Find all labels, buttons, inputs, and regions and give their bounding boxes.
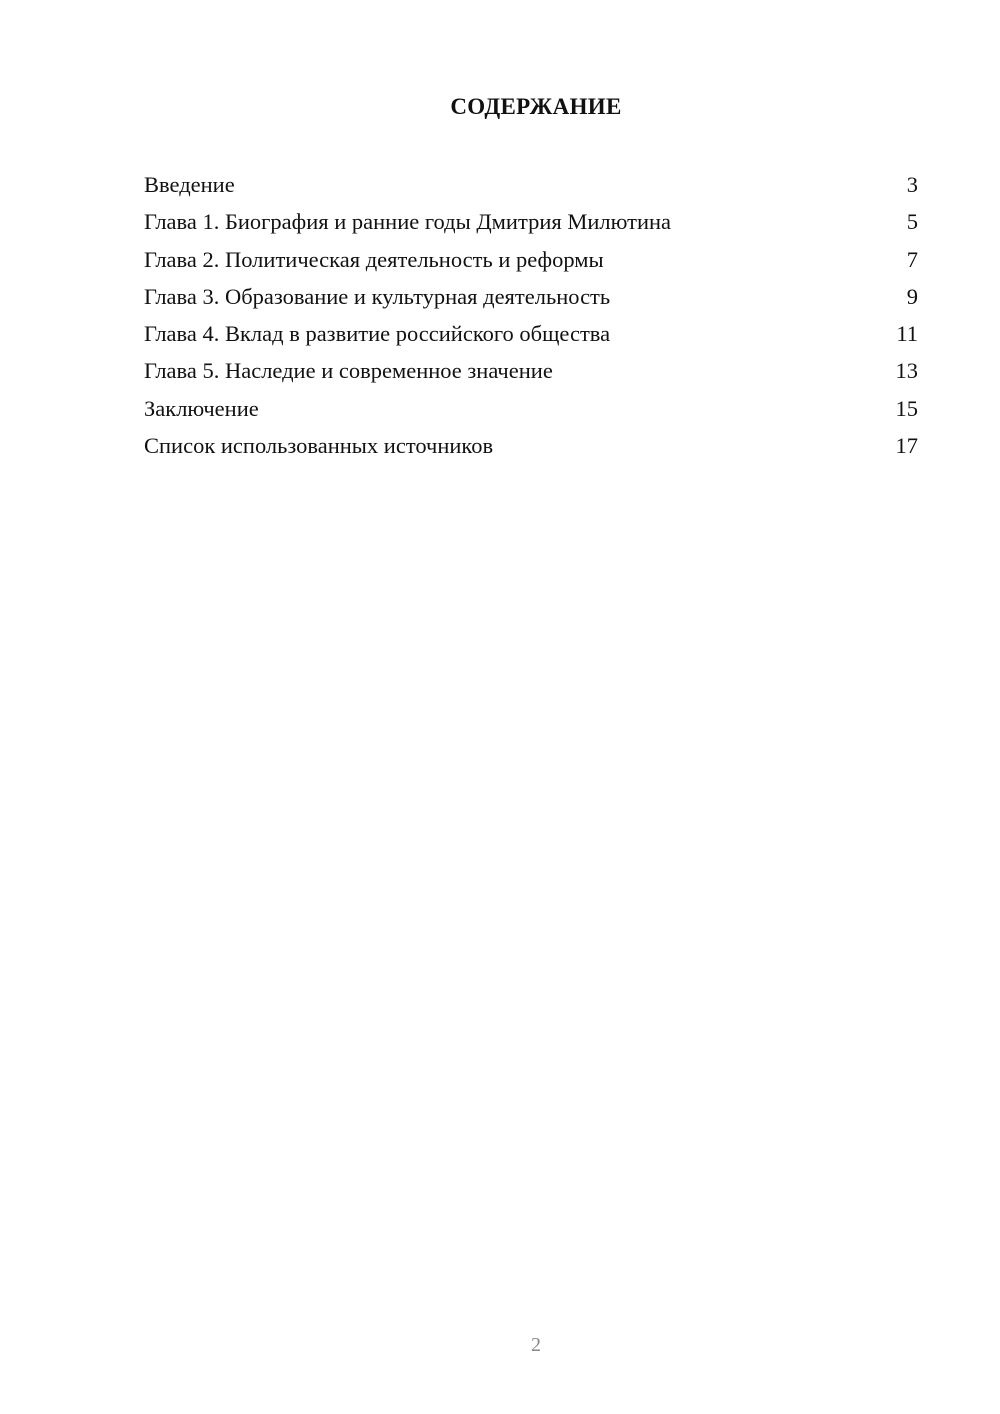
toc-entry-page: 9 — [906, 283, 918, 309]
toc-entry-page: 5 — [906, 209, 918, 235]
toc-entry-chapter-1[interactable] — [144, 207, 918, 244]
page-title: СОДЕРЖАНИЕ — [450, 94, 622, 119]
table-of-contents — [144, 170, 918, 468]
toc-entry-introduction[interactable] — [144, 170, 918, 207]
toc-entry-chapter-5[interactable] — [144, 356, 918, 393]
toc-entry-page: 7 — [906, 246, 918, 272]
toc-entry-label: Глава 3. Образование и культурная деятельность — [144, 283, 611, 309]
toc-entry-page: 3 — [906, 172, 918, 197]
toc-entry-chapter-2[interactable] — [144, 245, 918, 282]
page-number: 2 — [531, 1334, 541, 1356]
toc-entry-label: Глава 2. Политическая деятельность и реформы — [144, 246, 604, 272]
toc-entry-label: Глава 5. Наследие и современное значение — [144, 358, 553, 384]
toc-entry-page: 13 — [895, 358, 918, 384]
toc-entry-references[interactable] — [144, 431, 918, 468]
toc-entry-page: 17 — [895, 433, 918, 459]
toc-entry-chapter-3[interactable] — [144, 282, 918, 319]
toc-entry-page: 11 — [896, 321, 918, 347]
toc-entry-label: Введение — [144, 172, 235, 197]
toc-entry-label: Глава 4. Вклад в развитие российского общества — [144, 321, 611, 347]
toc-entry-conclusion[interactable] — [144, 394, 918, 431]
toc-entry-chapter-4[interactable] — [144, 319, 918, 356]
toc-entry-page: 15 — [895, 395, 918, 421]
toc-entry-label: Список использованных источников — [144, 433, 494, 459]
toc-entry-label: Заключение — [144, 395, 259, 421]
toc-entry-label: Глава 1. Биография и ранние годы Дмитрия Милютина — [144, 209, 672, 235]
